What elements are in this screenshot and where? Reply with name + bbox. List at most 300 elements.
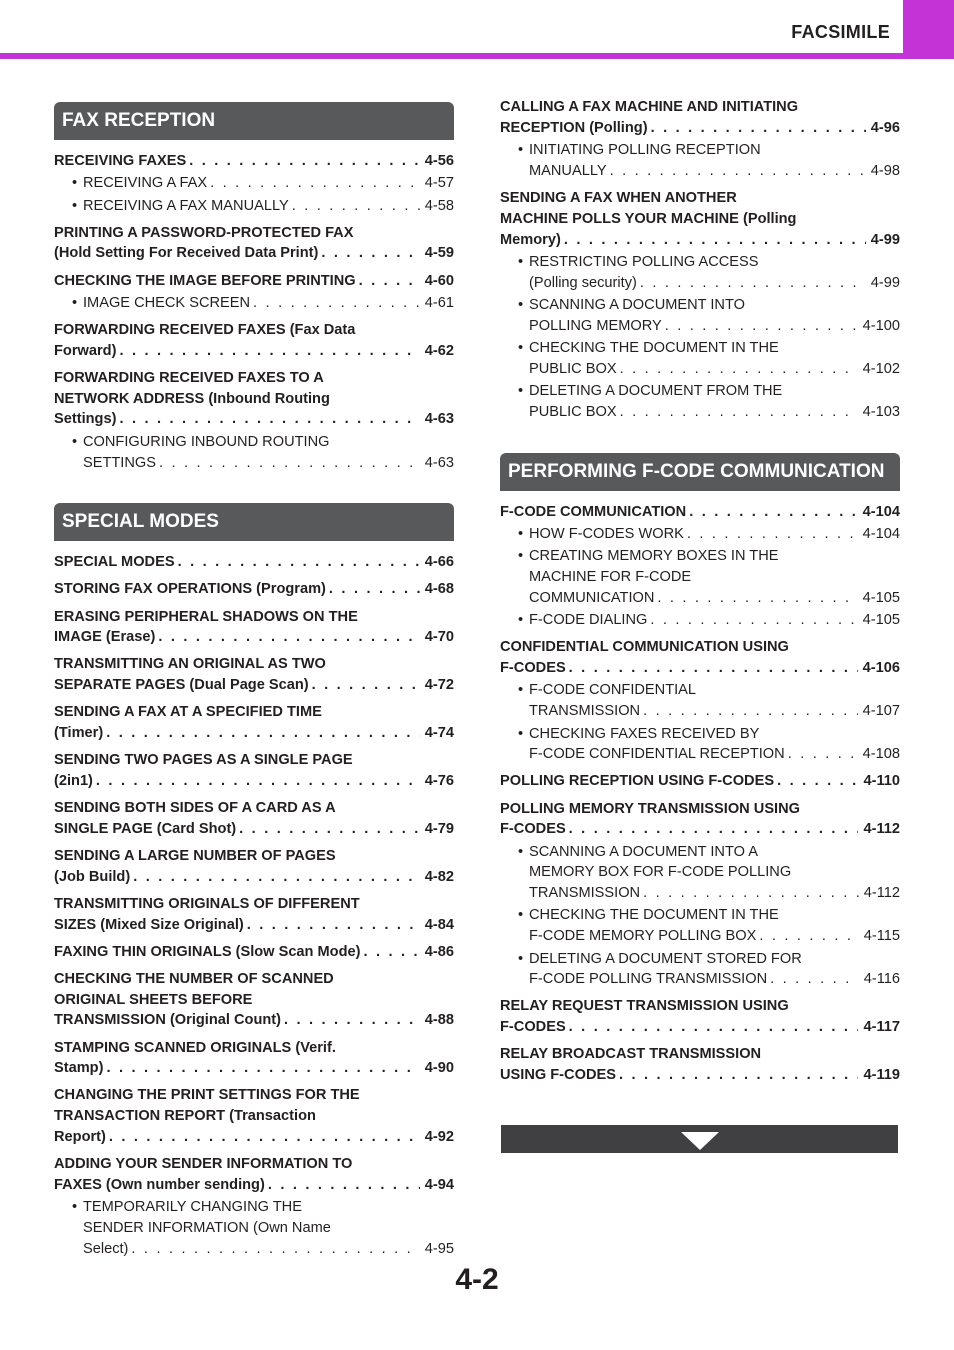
page-reference[interactable]: 4-110 — [863, 773, 900, 790]
entry-title-text: (Hold Setting For Received Data Print) — [54, 245, 319, 262]
toc-entry-faxing-thin-originals-slow-scan-mode[interactable] — [54, 942, 454, 963]
entry-title-text: SINGLE PAGE (Card Shot) — [54, 820, 237, 837]
bullet-icon: • — [518, 142, 524, 159]
toc-entry-erasing-peripheral-shadows-on-the[interactable] — [54, 607, 454, 649]
toc-subentry-creating-memory-boxes-in-the[interactable] — [500, 546, 900, 608]
entry-line — [529, 252, 900, 273]
entry-line — [83, 293, 454, 314]
dot-leader — [210, 173, 420, 194]
entry-line — [500, 230, 900, 251]
toc-subentry-initiating-polling-reception[interactable] — [500, 140, 900, 182]
toc-subentry-checking-the-document-in-the[interactable] — [500, 338, 900, 380]
entry-title-text: RECEIVING A FAX MANUALLY — [83, 197, 289, 214]
chapter-title: FACSIMILE — [791, 22, 890, 42]
entry-title-text: CHECKING THE NUMBER OF SCANNED — [54, 970, 334, 987]
entry-line — [529, 273, 900, 294]
entry-title-text: CONFIDENTIAL COMMUNICATION USING — [500, 639, 789, 656]
entry-line — [500, 771, 900, 792]
entry-line — [529, 588, 900, 609]
entry-title-text: F-CODES — [500, 1019, 566, 1036]
entry-line — [54, 969, 454, 990]
toc-subentry-f-code-confidential[interactable] — [500, 680, 900, 722]
toc-entry-checking-the-number-of-scanned[interactable] — [54, 969, 454, 1031]
page-reference[interactable]: 4-58 — [424, 197, 454, 214]
toc-subentry-checking-faxes-received-by[interactable] — [500, 724, 900, 766]
toc-entry-sending-a-fax-when-another[interactable] — [500, 188, 900, 250]
page-reference[interactable]: 4-98 — [870, 162, 900, 179]
page-reference[interactable]: 4-96 — [870, 119, 900, 136]
toc-entry-checking-the-image-before-printing[interactable] — [54, 271, 454, 292]
entry-title-text: HOW F-CODES WORK — [529, 526, 684, 543]
entry-line — [83, 173, 454, 194]
entry-title-text: PUBLIC BOX — [529, 403, 617, 420]
entry-title-text: TRANSACTION REPORT (Transaction — [54, 1108, 316, 1125]
entry-title-text: TRANSMISSION (Original Count) — [54, 1012, 282, 1029]
toc-subentry-receiving-a-fax-manually[interactable] — [54, 196, 454, 217]
entry-title-text: SENDING A FAX AT A SPECIFIED TIME — [54, 704, 322, 721]
entry-title-text: SENDING TWO PAGES AS A SINGLE PAGE — [54, 752, 353, 769]
page-reference[interactable]: 4-86 — [424, 943, 454, 960]
entry-title-text: CHANGING THE PRINT SETTINGS FOR THE — [54, 1087, 360, 1104]
toc-subentry-image-check-screen[interactable] — [54, 293, 454, 314]
page-reference[interactable]: 4-107 — [862, 703, 900, 720]
dot-leader — [359, 271, 420, 292]
entry-line — [54, 627, 454, 648]
entry-title-text: CHECKING FAXES RECEIVED BY — [529, 725, 760, 742]
entry-title-text: RECEIVING FAXES — [54, 153, 187, 169]
page-reference[interactable]: 4-106 — [862, 660, 900, 677]
entry-title-text: RESTRICTING POLLING ACCESS — [529, 253, 759, 270]
entry-line — [529, 546, 900, 567]
entry-title-text: STAMPING SCANNED ORIGINALS (Verif. — [54, 1039, 336, 1056]
entry-title-text: INITIATING POLLING RECEPTION — [529, 142, 761, 159]
entry-line — [529, 926, 900, 947]
entry-title-text: CONFIGURING INBOUND ROUTING — [83, 433, 330, 450]
entry-title-text: F-CODE DIALING — [529, 612, 648, 629]
toc-subentry-f-code-dialing[interactable] — [500, 610, 900, 631]
page-reference[interactable]: 4-63 — [424, 454, 454, 471]
dot-leader — [268, 1175, 420, 1196]
page-reference[interactable]: 4-59 — [424, 245, 454, 262]
dot-leader — [640, 273, 866, 294]
entry-line — [54, 1085, 454, 1106]
dot-leader — [643, 883, 859, 904]
dot-leader — [109, 1127, 420, 1148]
entry-line — [54, 271, 454, 292]
entry-title-text: TRANSMISSION — [529, 703, 641, 720]
toc-entry-forwarding-received-faxes-fax-data[interactable] — [54, 320, 454, 362]
entry-line — [54, 1010, 454, 1031]
page-reference[interactable]: 4-63 — [424, 411, 454, 428]
page-reference[interactable]: 4-94 — [424, 1176, 454, 1193]
entry-line — [500, 118, 900, 139]
entry-line — [54, 1127, 454, 1148]
entry-line — [500, 996, 900, 1017]
bullet-icon: • — [518, 907, 524, 924]
toc-entry-sending-two-pages-as-a-single-page[interactable] — [54, 750, 454, 792]
bullet-icon: • — [518, 612, 524, 629]
dot-leader — [247, 915, 420, 936]
dot-leader — [133, 867, 420, 888]
entry-title-text: Report) — [54, 1129, 106, 1146]
page-reference[interactable]: 4-82 — [424, 868, 454, 885]
entry-line — [54, 867, 454, 888]
toc-entry-special-modes[interactable] — [54, 552, 454, 573]
entry-line — [529, 610, 900, 631]
bullet-icon: • — [518, 682, 524, 699]
dot-leader — [329, 579, 420, 600]
page-reference[interactable]: 4-112 — [863, 885, 900, 902]
entry-title-text: SCANNING A DOCUMENT INTO A — [529, 843, 758, 860]
entry-title-text: MACHINE FOR F-CODE — [529, 569, 692, 586]
bullet-icon: • — [72, 175, 78, 192]
dot-leader — [689, 502, 857, 523]
page-reference[interactable]: 4-102 — [862, 360, 900, 377]
entry-line — [529, 905, 900, 926]
page-reference[interactable]: 4-100 — [862, 317, 900, 334]
toc-entry-forwarding-received-faxes-to-a[interactable] — [54, 368, 454, 430]
bullet-icon: • — [72, 294, 78, 311]
toc-entry-sending-both-sides-of-a-card-as-a[interactable] — [54, 798, 454, 840]
bullet-icon: • — [518, 296, 524, 313]
entry-title-text: TRANSMISSION — [529, 885, 641, 902]
entry-line — [54, 915, 454, 936]
toc-entry-transmitting-originals-of-different[interactable] — [54, 894, 454, 936]
entry-line — [529, 402, 900, 423]
toc-entry-confidential-communication-using[interactable] — [500, 637, 900, 679]
entry-title-text: ERASING PERIPHERAL SHADOWS ON THE — [54, 608, 358, 625]
toc-subentry-deleting-a-document-from-the[interactable] — [500, 381, 900, 423]
entry-line — [83, 453, 454, 474]
bullet-icon: • — [518, 383, 524, 400]
page-reference[interactable]: 4-70 — [424, 629, 454, 646]
entry-title-text: FORWARDING RECEIVED FAXES TO A — [54, 369, 324, 386]
entry-line — [54, 552, 454, 573]
entry-line — [500, 1044, 900, 1065]
bullet-icon: • — [518, 340, 524, 357]
entry-title-text: FORWARDING RECEIVED FAXES (Fax Data — [54, 321, 356, 338]
entry-line — [54, 1106, 454, 1127]
entry-title-text: ADDING YOUR SENDER INFORMATION TO — [54, 1156, 353, 1173]
page-reference[interactable]: 4-66 — [424, 554, 454, 571]
section-spacer — [54, 473, 454, 503]
entry-line — [54, 368, 454, 389]
dot-leader — [363, 942, 419, 963]
page-reference[interactable]: 4-112 — [863, 821, 900, 838]
dot-leader — [620, 359, 858, 380]
entry-line — [529, 140, 900, 161]
entry-line — [529, 295, 900, 316]
toc-entry-sending-a-fax-at-a-specified-time[interactable] — [54, 702, 454, 744]
entry-title-text: F-CODE CONFIDENTIAL — [529, 682, 697, 699]
entry-title-text: MACHINE POLLS YOUR MACHINE (Polling — [500, 210, 797, 227]
entry-title-text: F-CODE COMMUNICATION — [500, 503, 687, 520]
bullet-icon: • — [518, 253, 524, 270]
toc-entry-changing-the-print-settings-for-the[interactable] — [54, 1085, 454, 1147]
toc-entry-polling-reception-using-f-codes[interactable] — [500, 771, 900, 792]
entry-line — [54, 846, 454, 867]
entry-line — [529, 381, 900, 402]
toc-entry-printing-a-password-protected-fax[interactable] — [54, 223, 454, 265]
entry-line — [500, 209, 900, 230]
entry-title-text: RECEPTION (Polling) — [500, 119, 648, 136]
entry-line — [54, 341, 454, 362]
dot-leader — [759, 926, 858, 947]
dot-leader — [650, 610, 857, 631]
entry-title-text: SETTINGS — [83, 454, 156, 471]
entry-title-text: F-CODE POLLING TRANSMISSION — [529, 971, 768, 988]
bullet-icon: • — [72, 433, 78, 450]
toc-right-column — [500, 97, 900, 1086]
entry-title-text: Forward) — [54, 342, 117, 359]
entry-title-text: DELETING A DOCUMENT FROM THE — [529, 383, 783, 400]
page-reference[interactable]: 4-88 — [424, 1012, 454, 1029]
entry-line — [54, 1175, 454, 1196]
entry-title-text: (Job Build) — [54, 868, 131, 885]
page-reference[interactable]: 4-61 — [424, 294, 454, 311]
entry-title-text: MANUALLY — [529, 162, 607, 179]
entry-title-text: FAXING THIN ORIGINALS (Slow Scan Mode) — [54, 943, 361, 960]
entry-title-text: PUBLIC BOX — [529, 360, 617, 377]
dot-leader — [131, 1239, 419, 1260]
entry-line — [54, 942, 454, 963]
page-reference[interactable]: 4-105 — [862, 612, 900, 629]
entry-title-text: SENDING A FAX WHEN ANOTHER — [500, 189, 737, 206]
next-page-button[interactable] — [501, 1125, 898, 1153]
entry-line — [83, 1197, 454, 1218]
toc-entry-storing-fax-operations-program[interactable] — [54, 579, 454, 600]
entry-line — [54, 1058, 454, 1079]
toc-entry-receiving-faxes[interactable] — [54, 151, 454, 172]
page-reference[interactable]: 4-108 — [862, 746, 900, 763]
entry-line — [529, 842, 900, 863]
entry-line — [529, 883, 900, 904]
entry-line — [54, 723, 454, 744]
toc-entry-adding-your-sender-information-to[interactable] — [54, 1154, 454, 1196]
dot-leader — [158, 627, 419, 648]
entry-line — [54, 223, 454, 244]
entry-line — [529, 524, 900, 545]
dot-leader — [159, 453, 420, 474]
toc-subentry-configuring-inbound-routing[interactable] — [54, 432, 454, 474]
entry-title-text: TRANSMITTING ORIGINALS OF DIFFERENT — [54, 895, 360, 912]
entry-line — [54, 798, 454, 819]
page-reference[interactable]: 4-104 — [862, 503, 900, 520]
page-reference[interactable]: 4-104 — [862, 526, 900, 543]
entry-title-text: CHECKING THE DOCUMENT IN THE — [529, 340, 779, 357]
entry-line — [54, 990, 454, 1011]
entry-line — [83, 1239, 454, 1260]
page-reference[interactable]: 4-105 — [862, 589, 900, 606]
toc-entry-calling-a-fax-machine-and-initiating[interactable] — [500, 97, 900, 139]
entry-line — [500, 799, 900, 820]
page-reference[interactable]: 4-74 — [424, 725, 454, 742]
dot-leader — [770, 969, 859, 990]
toc-entry-polling-memory-transmission-using[interactable] — [500, 799, 900, 841]
entry-title-text: CHECKING THE DOCUMENT IN THE — [529, 907, 779, 924]
entry-title-text: CHECKING THE IMAGE BEFORE PRINTING — [54, 272, 356, 289]
entry-title-text: NETWORK ADDRESS (Inbound Routing — [54, 390, 330, 407]
entry-line — [500, 1017, 900, 1038]
page-number: 4-2 — [455, 1263, 499, 1296]
page-reference[interactable]: 4-99 — [870, 231, 900, 248]
toc-subentry-scanning-a-document-into[interactable] — [500, 295, 900, 337]
entry-title-text: RELAY BROADCAST TRANSMISSION — [500, 1046, 762, 1063]
dot-leader — [651, 118, 866, 139]
entry-line — [500, 1065, 900, 1086]
dot-leader — [643, 701, 858, 722]
page-reference[interactable]: 4-99 — [870, 274, 900, 291]
toc-subentry-how-f-codes-work[interactable] — [500, 524, 900, 545]
entry-line — [54, 579, 454, 600]
entry-title-text: STORING FAX OPERATIONS (Program) — [54, 581, 326, 598]
bullet-icon: • — [72, 197, 78, 214]
toc-subentry-deleting-a-document-stored-for[interactable] — [500, 949, 900, 991]
entry-line — [529, 724, 900, 745]
page-reference[interactable]: 4-92 — [424, 1129, 454, 1146]
entry-line — [500, 188, 900, 209]
entry-title-text: (Timer) — [54, 725, 104, 742]
page-reference[interactable]: 4-68 — [424, 581, 454, 598]
page-reference[interactable]: 4-79 — [424, 820, 454, 837]
section-spacer — [500, 423, 900, 453]
entry-title-text: SENDING A LARGE NUMBER OF PAGES — [54, 847, 336, 864]
section-header-fax-reception: FAX RECEPTION — [54, 102, 454, 140]
dot-leader — [312, 675, 420, 696]
entry-title-text: F-CODES — [500, 660, 566, 677]
entry-title-text: SIZES (Mixed Size Original) — [54, 916, 244, 933]
entry-line — [529, 969, 900, 990]
dot-leader — [119, 409, 419, 430]
page-reference[interactable]: 4-119 — [863, 1067, 900, 1084]
page-reference[interactable]: 4-84 — [424, 916, 454, 933]
bullet-icon: • — [518, 725, 524, 742]
toc-subentry-scanning-a-document-into-a[interactable] — [500, 842, 900, 904]
page-reference[interactable]: 4-60 — [424, 272, 454, 289]
page-reference[interactable]: 4-90 — [424, 1060, 454, 1077]
entry-title-text: (Polling security) — [529, 274, 637, 291]
entry-title-text: PRINTING A PASSWORD-PROTECTED FAX — [54, 224, 354, 241]
entry-line — [529, 567, 900, 588]
toc-subentry-receiving-a-fax[interactable] — [54, 173, 454, 194]
page-reference[interactable]: 4-56 — [424, 153, 454, 169]
dot-leader — [321, 243, 419, 264]
page-reference[interactable]: 4-116 — [863, 971, 900, 988]
toc-subentry-temporarily-changing-the[interactable] — [54, 1197, 454, 1259]
entry-title-text: F-CODE CONFIDENTIAL RECEPTION — [529, 746, 785, 763]
toc-entry-f-code-communication[interactable] — [500, 502, 900, 523]
entry-title-text: (2in1) — [54, 773, 93, 789]
entry-line — [54, 675, 454, 696]
bullet-icon: • — [518, 843, 524, 860]
section-header-special-modes: SPECIAL MODES — [54, 503, 454, 541]
entry-line — [54, 389, 454, 410]
entry-title-text: CALLING A FAX MACHINE AND INITIATING — [500, 99, 799, 115]
page-reference[interactable]: 4-76 — [424, 773, 454, 789]
entry-title-text: DELETING A DOCUMENT STORED FOR — [529, 950, 802, 967]
entry-line — [83, 432, 454, 453]
entry-title-text: RELAY REQUEST TRANSMISSION USING — [500, 998, 789, 1015]
entry-line — [54, 1154, 454, 1175]
entry-line — [54, 750, 454, 771]
section-header-performing-f-code-communication: PERFORMING F-CODE COMMUNICATION — [500, 453, 900, 491]
page-reference[interactable]: 4-115 — [863, 928, 900, 945]
entry-title-text: FAXES (Own number sending) — [54, 1176, 265, 1193]
entry-title-text: IMAGE CHECK SCREEN — [83, 294, 251, 311]
toc-entry-transmitting-an-original-as-two[interactable] — [54, 654, 454, 696]
entry-line — [54, 607, 454, 628]
entry-line — [54, 702, 454, 723]
page-reference[interactable]: 4-72 — [424, 677, 454, 694]
dot-leader — [119, 341, 419, 362]
entry-title-text: SEPARATE PAGES (Dual Page Scan) — [54, 677, 309, 694]
dot-leader — [620, 402, 858, 423]
bullet-icon: • — [518, 950, 524, 967]
dot-leader — [569, 1017, 859, 1038]
entry-title-text: TRANSMITTING AN ORIGINAL AS TWO — [54, 656, 326, 673]
entry-title-text: Select) — [83, 1240, 129, 1257]
entry-title-text: POLLING MEMORY — [529, 317, 662, 334]
entry-line — [529, 338, 900, 359]
chapter-tab — [903, 0, 954, 56]
page-reference[interactable]: 4-95 — [424, 1240, 454, 1257]
entry-title-text: SPECIAL MODES — [54, 554, 175, 571]
dot-leader — [564, 230, 866, 251]
toc-subentry-restricting-polling-access[interactable] — [500, 252, 900, 294]
toc-subentry-checking-the-document-in-the[interactable] — [500, 905, 900, 947]
dot-leader — [687, 524, 858, 545]
entry-line — [529, 949, 900, 970]
entry-title-text: MEMORY BOX FOR F-CODE POLLING — [529, 864, 792, 881]
toc-entry-relay-request-transmission-using[interactable] — [500, 996, 900, 1038]
dot-leader — [106, 723, 420, 744]
entry-title-text: F-CODES — [500, 821, 566, 838]
entry-line — [529, 862, 900, 883]
page-reference[interactable]: 4-117 — [863, 1019, 900, 1036]
entry-title-text: POLLING MEMORY TRANSMISSION USING — [500, 800, 800, 817]
entry-title-text: F-CODE MEMORY POLLING BOX — [529, 928, 757, 945]
page-reference[interactable]: 4-103 — [862, 403, 900, 420]
entry-line — [54, 151, 454, 172]
dot-leader — [189, 151, 420, 172]
toc-entry-stamping-scanned-originals-verif[interactable] — [54, 1038, 454, 1080]
entry-title-text: USING F-CODES — [500, 1067, 616, 1084]
dot-leader — [253, 293, 420, 314]
entry-line — [529, 744, 900, 765]
dot-leader — [178, 552, 420, 573]
entry-title-text: SENDING BOTH SIDES OF A CARD AS A — [54, 800, 336, 817]
entry-line — [54, 409, 454, 430]
entry-title-text: Settings) — [54, 411, 117, 428]
dot-leader — [569, 658, 858, 679]
entry-title-text: IMAGE (Erase) — [54, 629, 156, 646]
page-reference[interactable]: 4-57 — [424, 175, 454, 192]
entry-title-text: Memory) — [500, 231, 561, 248]
dot-leader — [106, 1058, 419, 1079]
entry-line — [500, 637, 900, 658]
entry-title-text: CREATING MEMORY BOXES IN THE — [529, 548, 779, 565]
entry-line — [529, 161, 900, 182]
toc-entry-sending-a-large-number-of-pages[interactable] — [54, 846, 454, 888]
toc-entry-relay-broadcast-transmission[interactable] — [500, 1044, 900, 1086]
entry-line — [54, 1038, 454, 1059]
header-rule — [0, 53, 954, 59]
toc-left-column — [54, 102, 454, 1260]
page-reference[interactable]: 4-62 — [424, 342, 454, 359]
dot-leader — [239, 819, 420, 840]
dot-leader — [610, 161, 866, 182]
entry-line — [500, 97, 900, 118]
